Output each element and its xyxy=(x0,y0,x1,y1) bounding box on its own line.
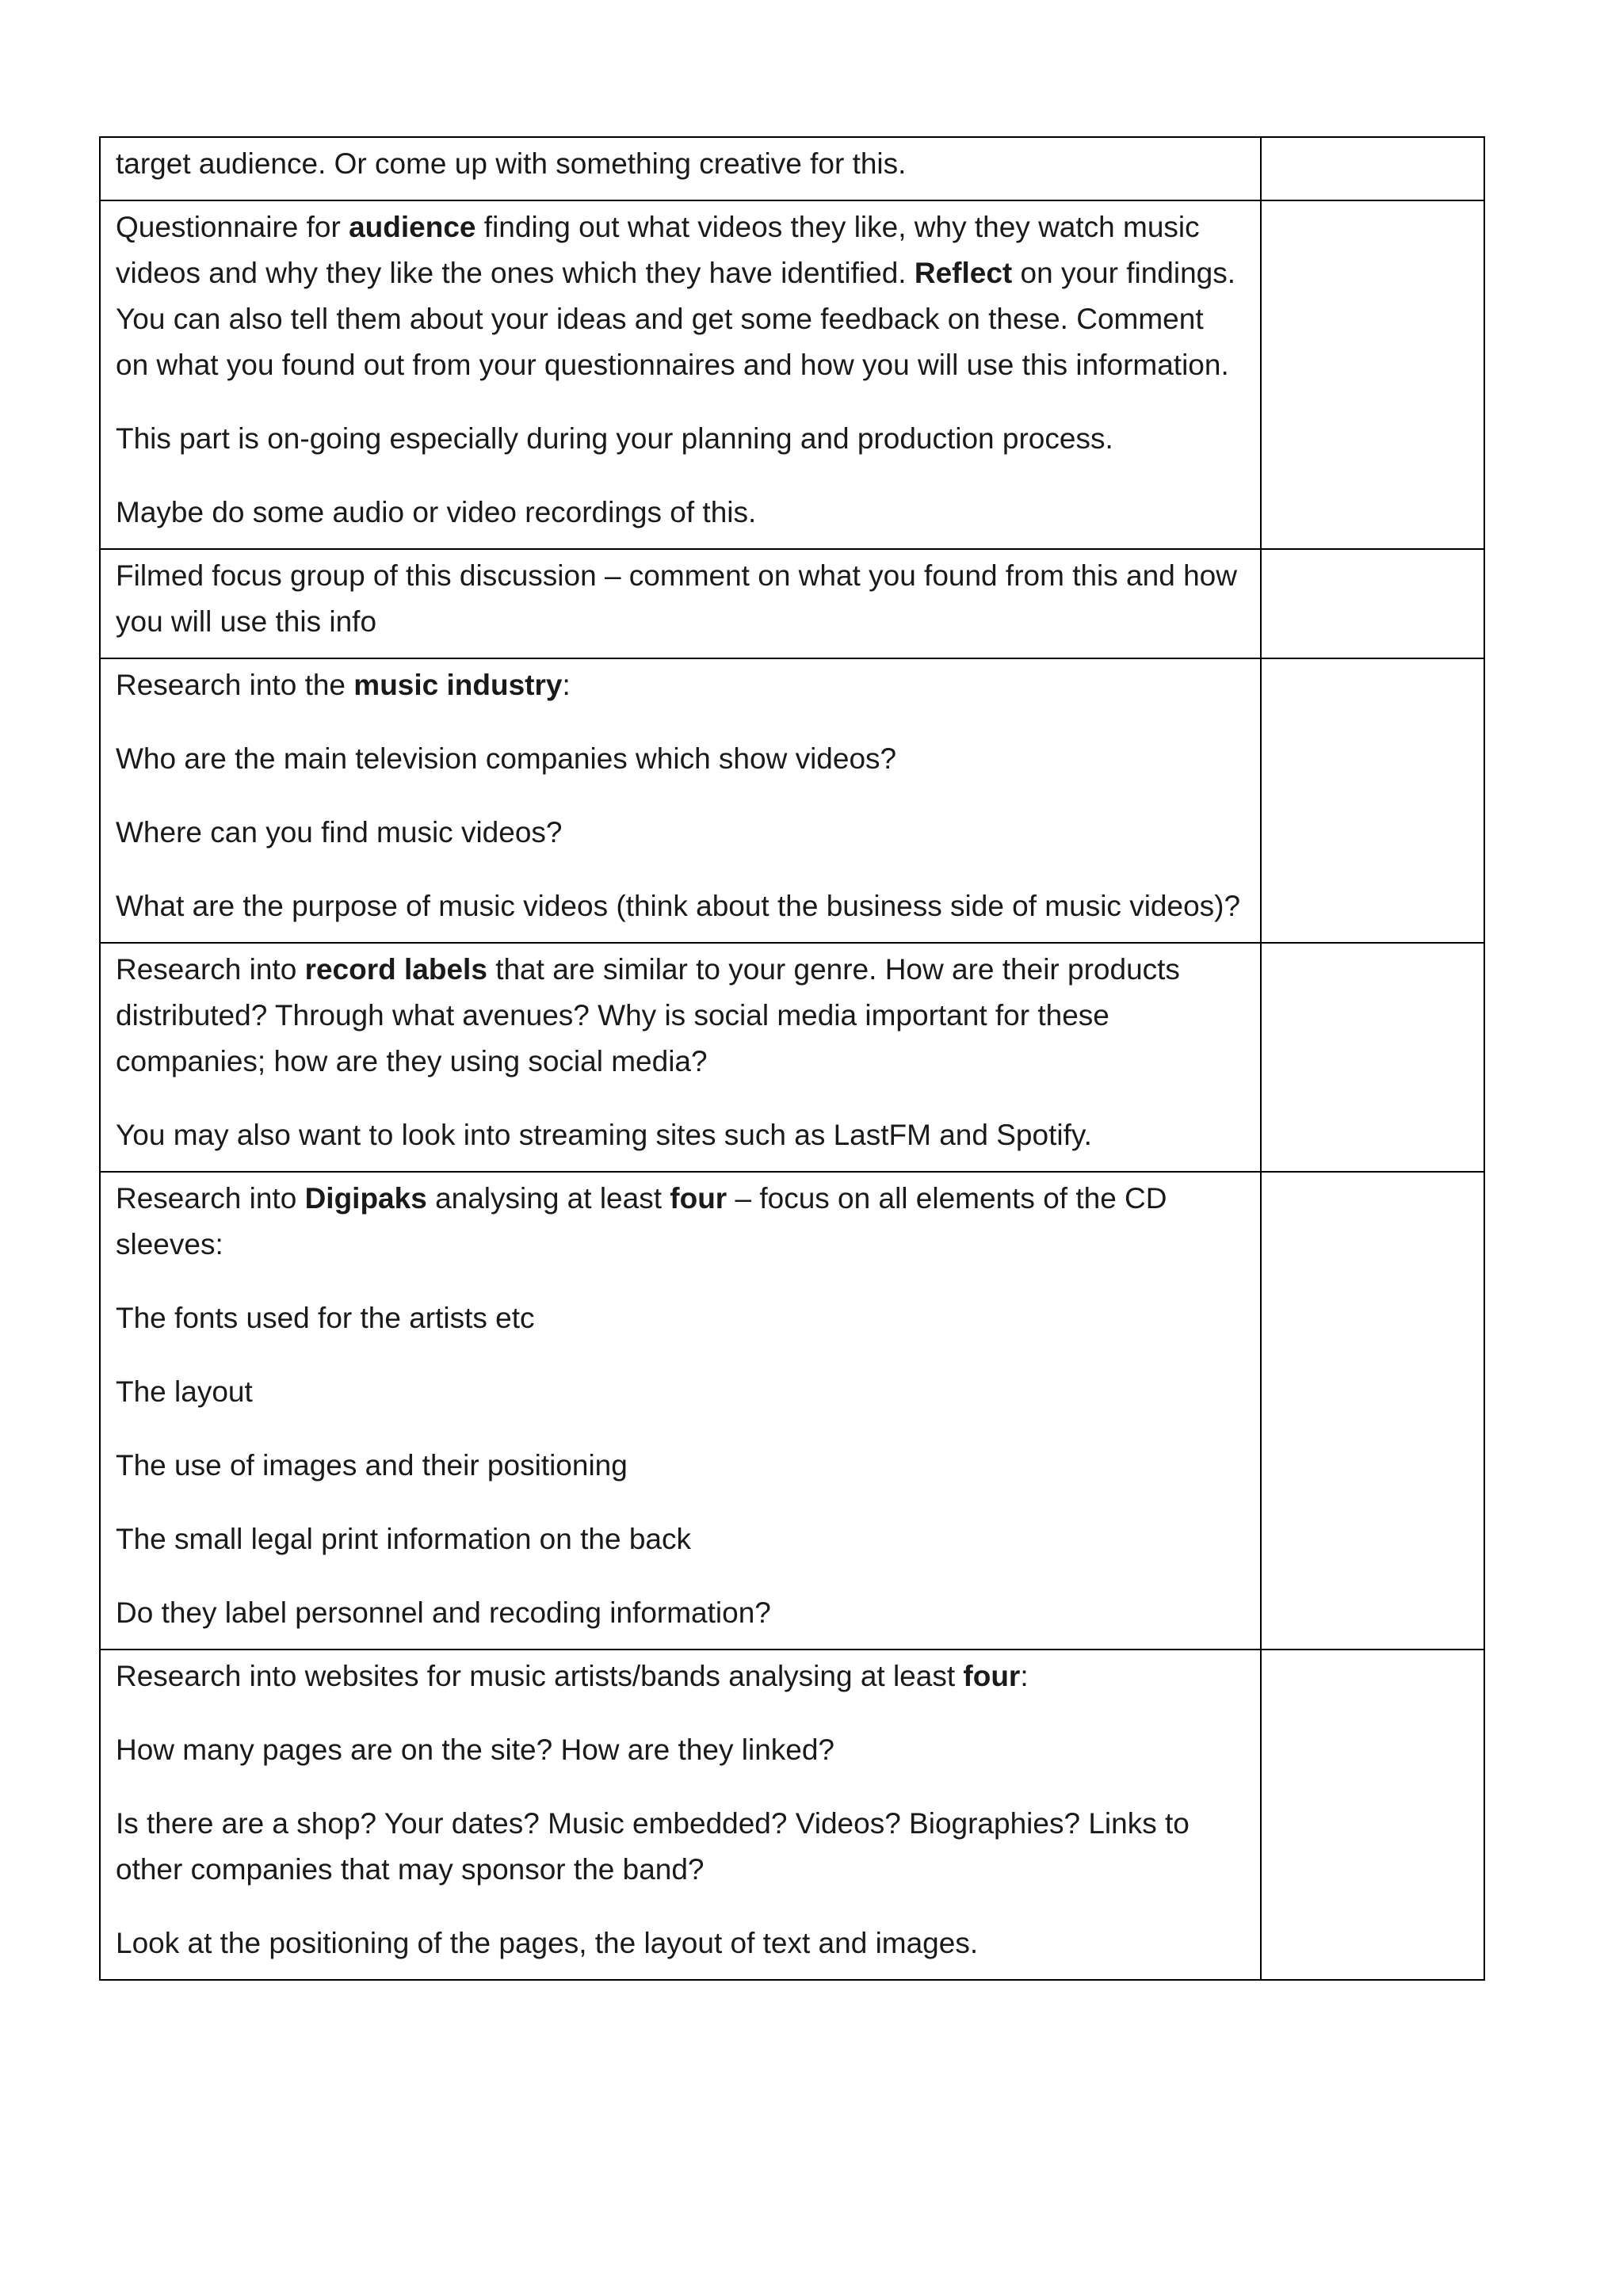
text-run: What are the purpose of music videos (think about the business side of music videos)? xyxy=(116,890,1241,922)
text-run: Research into xyxy=(116,1182,305,1215)
text-run: analysing at least xyxy=(426,1182,670,1215)
task-paragraph xyxy=(116,1801,1241,1893)
emphasized-text: music industry xyxy=(353,669,563,701)
task-row xyxy=(100,943,1484,1172)
text-run: on your findings. You can also tell them about your ideas and get some feedback on these. Comment on what you found out from your questionnaires and how you will use this information. xyxy=(116,257,1236,381)
task-paragraph xyxy=(116,1176,1241,1268)
task-description-cell xyxy=(100,1650,1261,1980)
text-run: : xyxy=(562,669,571,701)
task-description-cell xyxy=(100,200,1261,549)
text-run: target audience. Or come up with something creative for this. xyxy=(116,147,907,180)
text-run: Who are the main television companies which show videos? xyxy=(116,742,897,775)
text-run: The layout xyxy=(116,1375,253,1408)
task-paragraph xyxy=(116,1516,1241,1562)
completion-check-cell[interactable] xyxy=(1261,1650,1484,1980)
text-run: finding out what videos they like, why they watch music videos and why they like the ones which they have identified. xyxy=(116,211,1200,289)
task-checklist-table xyxy=(99,136,1485,1981)
task-paragraph xyxy=(116,1653,1241,1699)
text-run: The small legal print information on the back xyxy=(116,1523,691,1555)
task-paragraph xyxy=(116,141,1241,187)
task-paragraph xyxy=(116,883,1241,929)
text-run: Is there are a shop? Your dates? Music embedded? Videos? Biographies? Links to other companies that may sponsor the band? xyxy=(116,1807,1190,1886)
completion-check-cell[interactable] xyxy=(1261,200,1484,549)
task-description-cell xyxy=(100,549,1261,658)
text-run: : xyxy=(1020,1660,1029,1692)
task-paragraph xyxy=(116,1920,1241,1966)
text-run: Where can you find music videos? xyxy=(116,816,563,849)
task-row xyxy=(100,137,1484,200)
completion-check-cell[interactable] xyxy=(1261,549,1484,658)
text-run: You may also want to look into streaming sites such as LastFM and Spotify. xyxy=(116,1119,1092,1151)
completion-check-cell[interactable] xyxy=(1261,943,1484,1172)
text-run: Research into the xyxy=(116,669,354,701)
task-paragraph xyxy=(116,1369,1241,1415)
completion-check-cell[interactable] xyxy=(1261,1172,1484,1650)
emphasized-text: four xyxy=(963,1660,1021,1692)
task-paragraph xyxy=(116,810,1241,856)
text-run: – focus on all elements of the CD sleeves: xyxy=(116,1182,1167,1261)
task-row xyxy=(100,200,1484,549)
text-run: Research into xyxy=(116,953,305,986)
text-run: that are similar to your genre. How are their products distributed? Through what avenues? Why is social media important for these companies; how are they using social media? xyxy=(116,953,1180,1077)
emphasized-text: Digipaks xyxy=(304,1182,427,1215)
task-paragraph xyxy=(116,947,1241,1085)
task-paragraph xyxy=(116,662,1241,708)
task-description-cell xyxy=(100,658,1261,943)
task-paragraph xyxy=(116,416,1241,462)
emphasized-text: four xyxy=(670,1182,727,1215)
text-run: The fonts used for the artists etc xyxy=(116,1302,535,1334)
text-run: This part is on-going especially during your planning and production process. xyxy=(116,422,1113,455)
task-paragraph xyxy=(116,736,1241,782)
task-description-cell xyxy=(100,943,1261,1172)
text-run: The use of images and their positioning xyxy=(116,1449,628,1482)
text-run: Do they label personnel and recoding information? xyxy=(116,1596,771,1629)
task-row xyxy=(100,1650,1484,1980)
task-paragraph xyxy=(116,490,1241,536)
task-paragraph xyxy=(116,1443,1241,1489)
task-description-cell xyxy=(100,137,1261,200)
task-paragraph xyxy=(116,1295,1241,1341)
completion-check-cell[interactable] xyxy=(1261,137,1484,200)
text-run: Research into websites for music artists/bands analysing at least xyxy=(116,1660,964,1692)
task-description-cell xyxy=(100,1172,1261,1650)
task-paragraph xyxy=(116,1112,1241,1158)
task-row xyxy=(100,658,1484,943)
task-paragraph xyxy=(116,553,1241,645)
text-run: Maybe do some audio or video recordings of this. xyxy=(116,496,757,528)
text-run: Filmed focus group of this discussion – comment on what you found from this and how you will use this info xyxy=(116,559,1237,638)
completion-check-cell[interactable] xyxy=(1261,658,1484,943)
task-row xyxy=(100,549,1484,658)
emphasized-text: Reflect xyxy=(914,257,1013,289)
emphasized-text: record labels xyxy=(304,953,487,986)
text-run: Questionnaire for xyxy=(116,211,349,243)
emphasized-text: audience xyxy=(349,211,476,243)
text-run: How many pages are on the site? How are they linked? xyxy=(116,1733,835,1766)
text-run: Look at the positioning of the pages, the layout of text and images. xyxy=(116,1927,979,1959)
task-paragraph xyxy=(116,1727,1241,1773)
task-paragraph xyxy=(116,1590,1241,1636)
checklist-body xyxy=(100,137,1484,1980)
task-row xyxy=(100,1172,1484,1650)
document-page xyxy=(99,136,1456,1981)
task-paragraph xyxy=(116,204,1241,388)
